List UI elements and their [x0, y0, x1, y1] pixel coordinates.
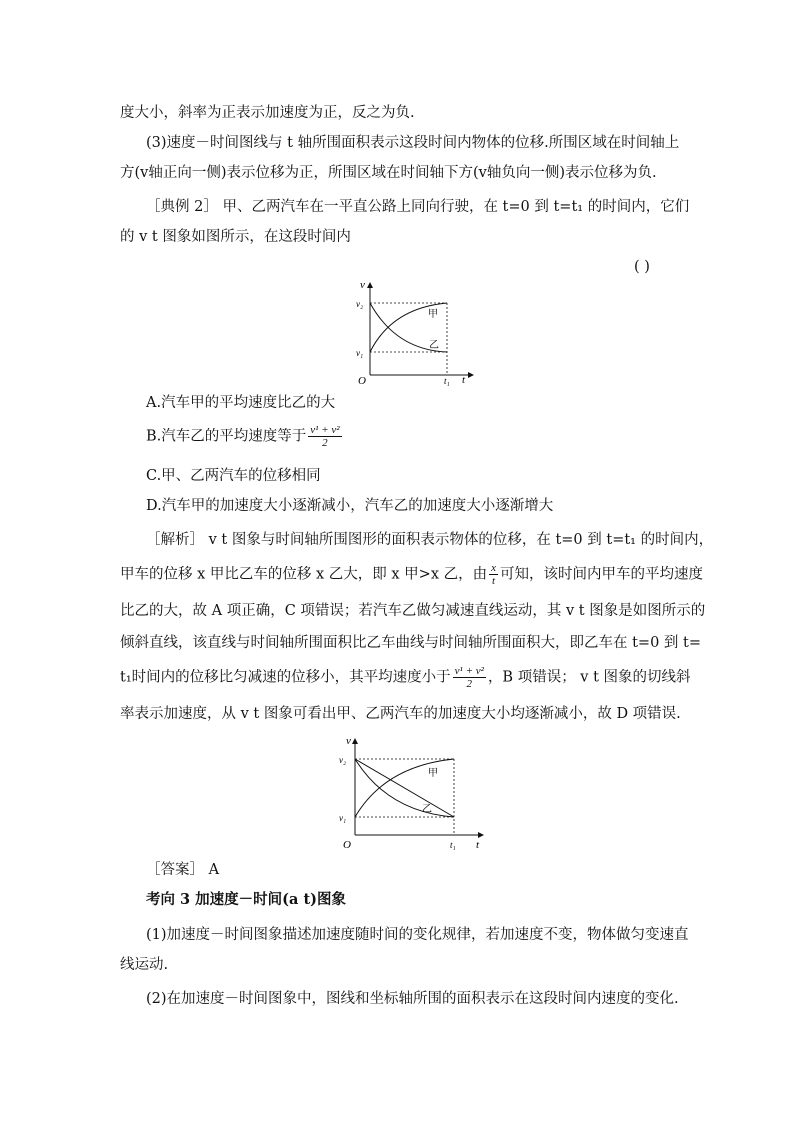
analysis-text: t₁时间内的位移比匀减速的位移小，其平均速度小于 — [120, 669, 451, 686]
answer-line: ［答案］ A — [146, 862, 220, 878]
text-line: (2)在加速度－时间图象中，图线和坐标轴所围的面积表示在这段时间内速度的变化. — [146, 991, 679, 1007]
uniform-deceleration-line — [355, 759, 454, 817]
jia-label: 甲 — [428, 768, 438, 779]
fraction-denominator: 2 — [466, 678, 473, 690]
section-heading: 考向 3 加速度－时间(a t)图象 — [146, 891, 347, 908]
yi-label: 乙 — [422, 804, 432, 815]
fraction-denominator: t — [492, 575, 496, 587]
text-line: (1)加速度－时间图象描述加速度随时间的变化规律，若加速度不变，物体做匀变速直 — [146, 927, 689, 943]
option-c: C.甲、乙两汽车的位移相同 — [146, 468, 321, 484]
jia-label: 甲 — [428, 309, 438, 320]
analysis-line — [120, 562, 703, 587]
v2-label: v₂ — [356, 299, 364, 309]
text-line: 线运动. — [120, 957, 169, 973]
fraction-numerator: v¹ + v² — [310, 424, 340, 436]
fraction — [308, 424, 341, 449]
option-b — [146, 424, 344, 449]
analysis-text: 可知，该时间内甲车的平均速度 — [500, 566, 704, 583]
analysis-line: 率表示加速度，从 v t 图象可看出甲、乙两汽车的加速度大小均逐渐减小，故 D 项错误. — [120, 706, 681, 722]
t-axis-label: t — [462, 374, 466, 386]
fraction — [489, 562, 498, 587]
fraction-numerator: v¹ + v² — [454, 665, 484, 677]
vt-graph-1 — [350, 278, 480, 388]
analysis-line: ［解析］ v t 图象与时间轴所围图形的面积表示物体的位移，在 t=0 到 t=t₁ 的时间内， — [146, 532, 714, 548]
t1-label: t₁ — [450, 840, 456, 850]
v2-label: v₂ — [339, 755, 347, 765]
analysis-line: 比乙的大，故 A 项正确，C 项错误；若汽车乙做匀减速直线运动，其 v t 图象是如图所示的 — [120, 603, 706, 619]
t-axis-label: t — [476, 839, 480, 851]
option-b-text: B.汽车乙的平均速度等于 — [146, 428, 307, 445]
text-line: 度大小，斜率为正表示加速度为正，反之为负. — [120, 105, 415, 121]
origin-label: O — [343, 839, 351, 851]
fraction — [453, 665, 486, 690]
answer-bracket: ( ) — [634, 259, 650, 275]
vt-graph-2 — [330, 732, 490, 854]
text-line: 的 v t 图象如图所示，在这段时间内 — [120, 229, 351, 245]
v-axis-label: v — [360, 279, 365, 291]
analysis-text: ，B 项错误； v t 图象的切线斜 — [487, 669, 691, 686]
yi-label: 乙 — [429, 340, 439, 351]
v1-label: v₁ — [339, 813, 347, 823]
t1-label: t₁ — [444, 376, 450, 386]
fraction-numerator: x — [491, 562, 497, 574]
text-line: (3)速度－时间图线与 t 轴所围面积表示这段时间内物体的位移.所围区域在时间轴上 — [146, 135, 680, 151]
v-axis-label: v — [346, 735, 351, 747]
option-a: A.汽车甲的平均速度比乙的大 — [146, 395, 336, 411]
v1-label: v₁ — [356, 348, 364, 358]
fraction-denominator: 2 — [322, 437, 328, 449]
analysis-line: 倾斜直线，该直线与时间轴所围面积比乙车曲线与时间轴所围面积大，即乙车在 t=0 到 t= — [120, 635, 702, 651]
example-title: ［典例 2］ 甲、乙两汽车在一平直公路上同向行驶，在 t=0 到 t=t₁ 的时间内，它们 — [146, 199, 690, 215]
analysis-line — [120, 665, 691, 690]
origin-label: O — [358, 375, 366, 387]
option-d: D.汽车甲的加速度大小逐渐减小，汽车乙的加速度大小逐渐增大 — [146, 498, 554, 514]
analysis-text: 甲车的位移 x 甲比乙车的位移 x 乙大，即 x 甲>x 乙，由 — [120, 566, 488, 583]
text-line: 方(v轴正向一侧)表示位移为正，所围区域在时间轴下方(v轴负向一侧)表示位移为负. — [120, 165, 657, 181]
